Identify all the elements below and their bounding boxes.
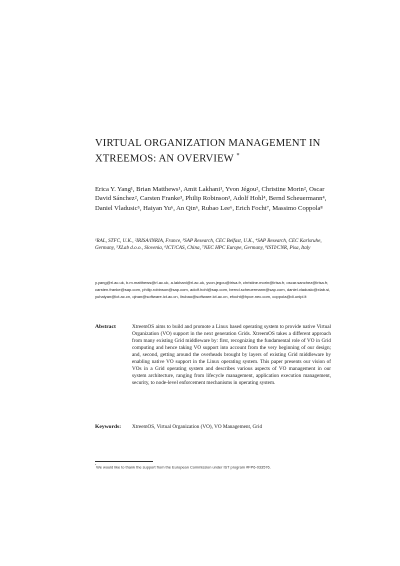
paper-title [95, 137, 335, 166]
paper-title-text: VIRTUAL ORGANIZATION MANAGEMENT IN XTREEMOS: AN OVERVIEW [95, 138, 321, 165]
author-emails: y.yang@rl.ac.uk, b.m.matthews@rl.ac.uk, a.lakhani@rl.ac.uk, yvon.jegou@irisa.fr, christine.morin@irisa.fr, oscar.sanchez@irisa.fr, carsten.franke@sap.com, philip.robinson@sap.com, adolf.hohl@sap.com, bernd.scheuermann@sap.com, daniel.vladusic@xlab.si, yuhaiyan@ict.ac.cn, qinan@software.ict.ac.cn, lirubao@software.ict.ac.cn, efocht@hpce.nec.com, coppola@di.unipi.it [95, 280, 331, 299]
footnote-text: We would like to thank the support from the European Commission under IST program #FP6-033576. [96, 464, 271, 470]
footnote-marker: * [95, 463, 97, 467]
author-list: Erica Y. Yang¹, Brian Matthews¹, Amit Lakhani¹, Yvon Jégou², Christine Morin², Oscar David Sánchez², Carsten Franke³, Philip Robinson³, Adolf Hohl⁴, Bernd Scheuermann⁴, Daniel Vladusic⁵, Haiyan Yu⁶, An Qin⁶, Rubao Lee⁶, Erich Focht⁷, Massimo Coppola⁸ [95, 186, 327, 212]
abstract-label: Abstract [95, 324, 116, 330]
footnote-rule [95, 461, 153, 462]
keywords-label: Keywords: [95, 424, 122, 430]
title-footnote-marker: * [236, 153, 240, 159]
affiliations: ¹RAL, STFC, U.K., ²IRISA/INRIA, France, ³SAP Research, CEC Belfast, U.K., ⁴SAP Research, CEC Karlsruhe, Germany, ⁵XLab d.o.o., Slovenia, ⁶ICT/CAS, China, ⁷NEC HPC Europe, Germany, ⁸ISTI/CNR, Pisa, Italy [95, 238, 322, 252]
keywords-text: XtreemOS, Virtual Organization (VO), VO Management, Grid [132, 424, 263, 430]
footnote [95, 463, 335, 469]
abstract-text: XtreemOS aims to build and promote a Linux based operating system to provide native Virtual Organization (VO) support in the next generation Grids. XtreemOS takes a different approach from many existing Grid middleware by: first, recognizing the fundamental role of VO in Grid computing and hence taking VO support into account from the very beginning of our design; and, second, getting around the overheads brought by layers of existing Grid middleware by enabling native VO support in the Linux operating system. This paper presents our vision of VOs in a Grid operating system and describes various aspects of VO management in our system architecture, ranging from lifecycle management, application execution management, security, to node-level enforcement mechanisms in operating system. [132, 324, 331, 386]
